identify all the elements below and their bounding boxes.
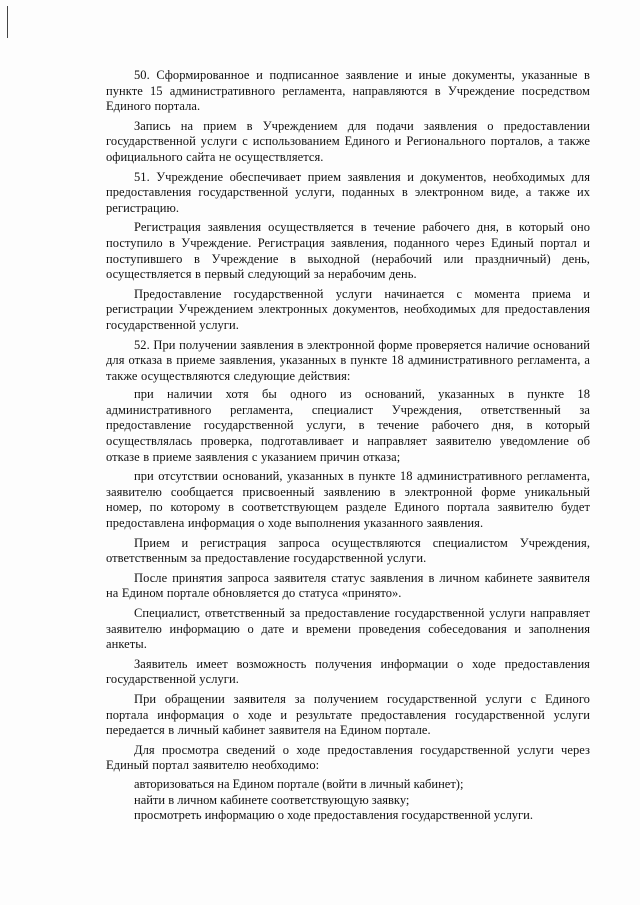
paragraph-portal-cabinet: При обращении заявителя за получением государственной услуги с Единого портала информация о ходе и результате предоставления государственной услуги передается в личный кабинет заявителя на Едином портале. [106,691,590,738]
list-item-view-progress: просмотреть информацию о ходе предоставления государственной услуги. [134,808,533,823]
paragraph-info-access: Заявитель имеет возможность получения информации о ходе предоставления государственной услуги. [106,656,590,687]
paragraph-registration: Регистрация заявления осуществляется в течение рабочего дня, в который оно поступило в Учреждение. Регистрация заявления, поданного через Единый портал и поступившего в Учреждение в выходной (нерабочий или праздничный) день, осуществляется в первый следующий за нерабочим день. [106,220,590,282]
paragraph-interview-info: Специалист, ответственный за предоставление государственной услуги направляет заявителю информацию о дате и времени проведения собеседования и заполнения анкеты. [106,606,590,652]
list-item-authorize: авторизоваться на Едином портале (войти в личный кабинет); [134,776,464,791]
paragraph-52: 52. При получении заявления в электронной форме проверяется наличие оснований для отказа в приеме заявления, указанных в пункте 18 административного регламента, а также осуществляются следующие действия: [106,337,590,383]
paragraph-50: 50. Сформированное и подписанное заявление и иные документы, указанные в пункте 15 административного регламента, направляются в Учреждение посредством Единого портала. [106,68,590,114]
paragraph-appointment: Запись на прием в Учреждением для подачи заявления о предоставлении государственной услуги с использованием Единого и Регионального порталов, а также официального сайта не осуществляется. [106,118,590,164]
list-item-find-request: найти в личном кабинете соответствующую заявку; [134,792,410,807]
scan-margin-mark [7,6,8,38]
paragraph-status-accepted: После принятия запроса заявителя статус заявления в личном кабинете заявителя на Едином портале обновляется до статуса «принято». [106,570,590,601]
paragraph-51: 51. Учреждение обеспечивает прием заявления и документов, необходимых для предоставления государственной услуги, поданных в электронном виде, а также их регистрацию. [106,169,590,215]
paragraph-view-info: Для просмотра сведений о ходе предоставления государственной услуги через Единый портал заявителю необходимо: [106,742,590,773]
paragraph-service-start: Предоставление государственной услуги начинается с момента приема и регистрации Учреждением электронных документов, необходимых для предоставления государственной услуги. [106,286,590,332]
paragraph-refusal: при наличии хотя бы одного из оснований, указанных в пункте 18 административного регламента, специалист Учреждения, ответственный за предоставление государственной услуги, в течение рабочего дня, в который осуществлялась проверка, подготавливает и направляет заявителю уведомление об отказе в приеме заявления с указанием причин отказа; [106,387,590,464]
document-body [106,68,590,824]
paragraph-reception: Прием и регистрация запроса осуществляются специалистом Учреждения, ответственным за предоставление государственной услуги. [106,535,590,566]
paragraph-unique-number: при отсутствии оснований, указанных в пункте 18 административного регламента, заявителю сообщается присвоенный заявлению в электронной форме уникальный номер, по которому в соответствующем разделе Единого портала заявителю будет предоставлена информация о ходе выполнения указанного заявления. [106,469,590,531]
